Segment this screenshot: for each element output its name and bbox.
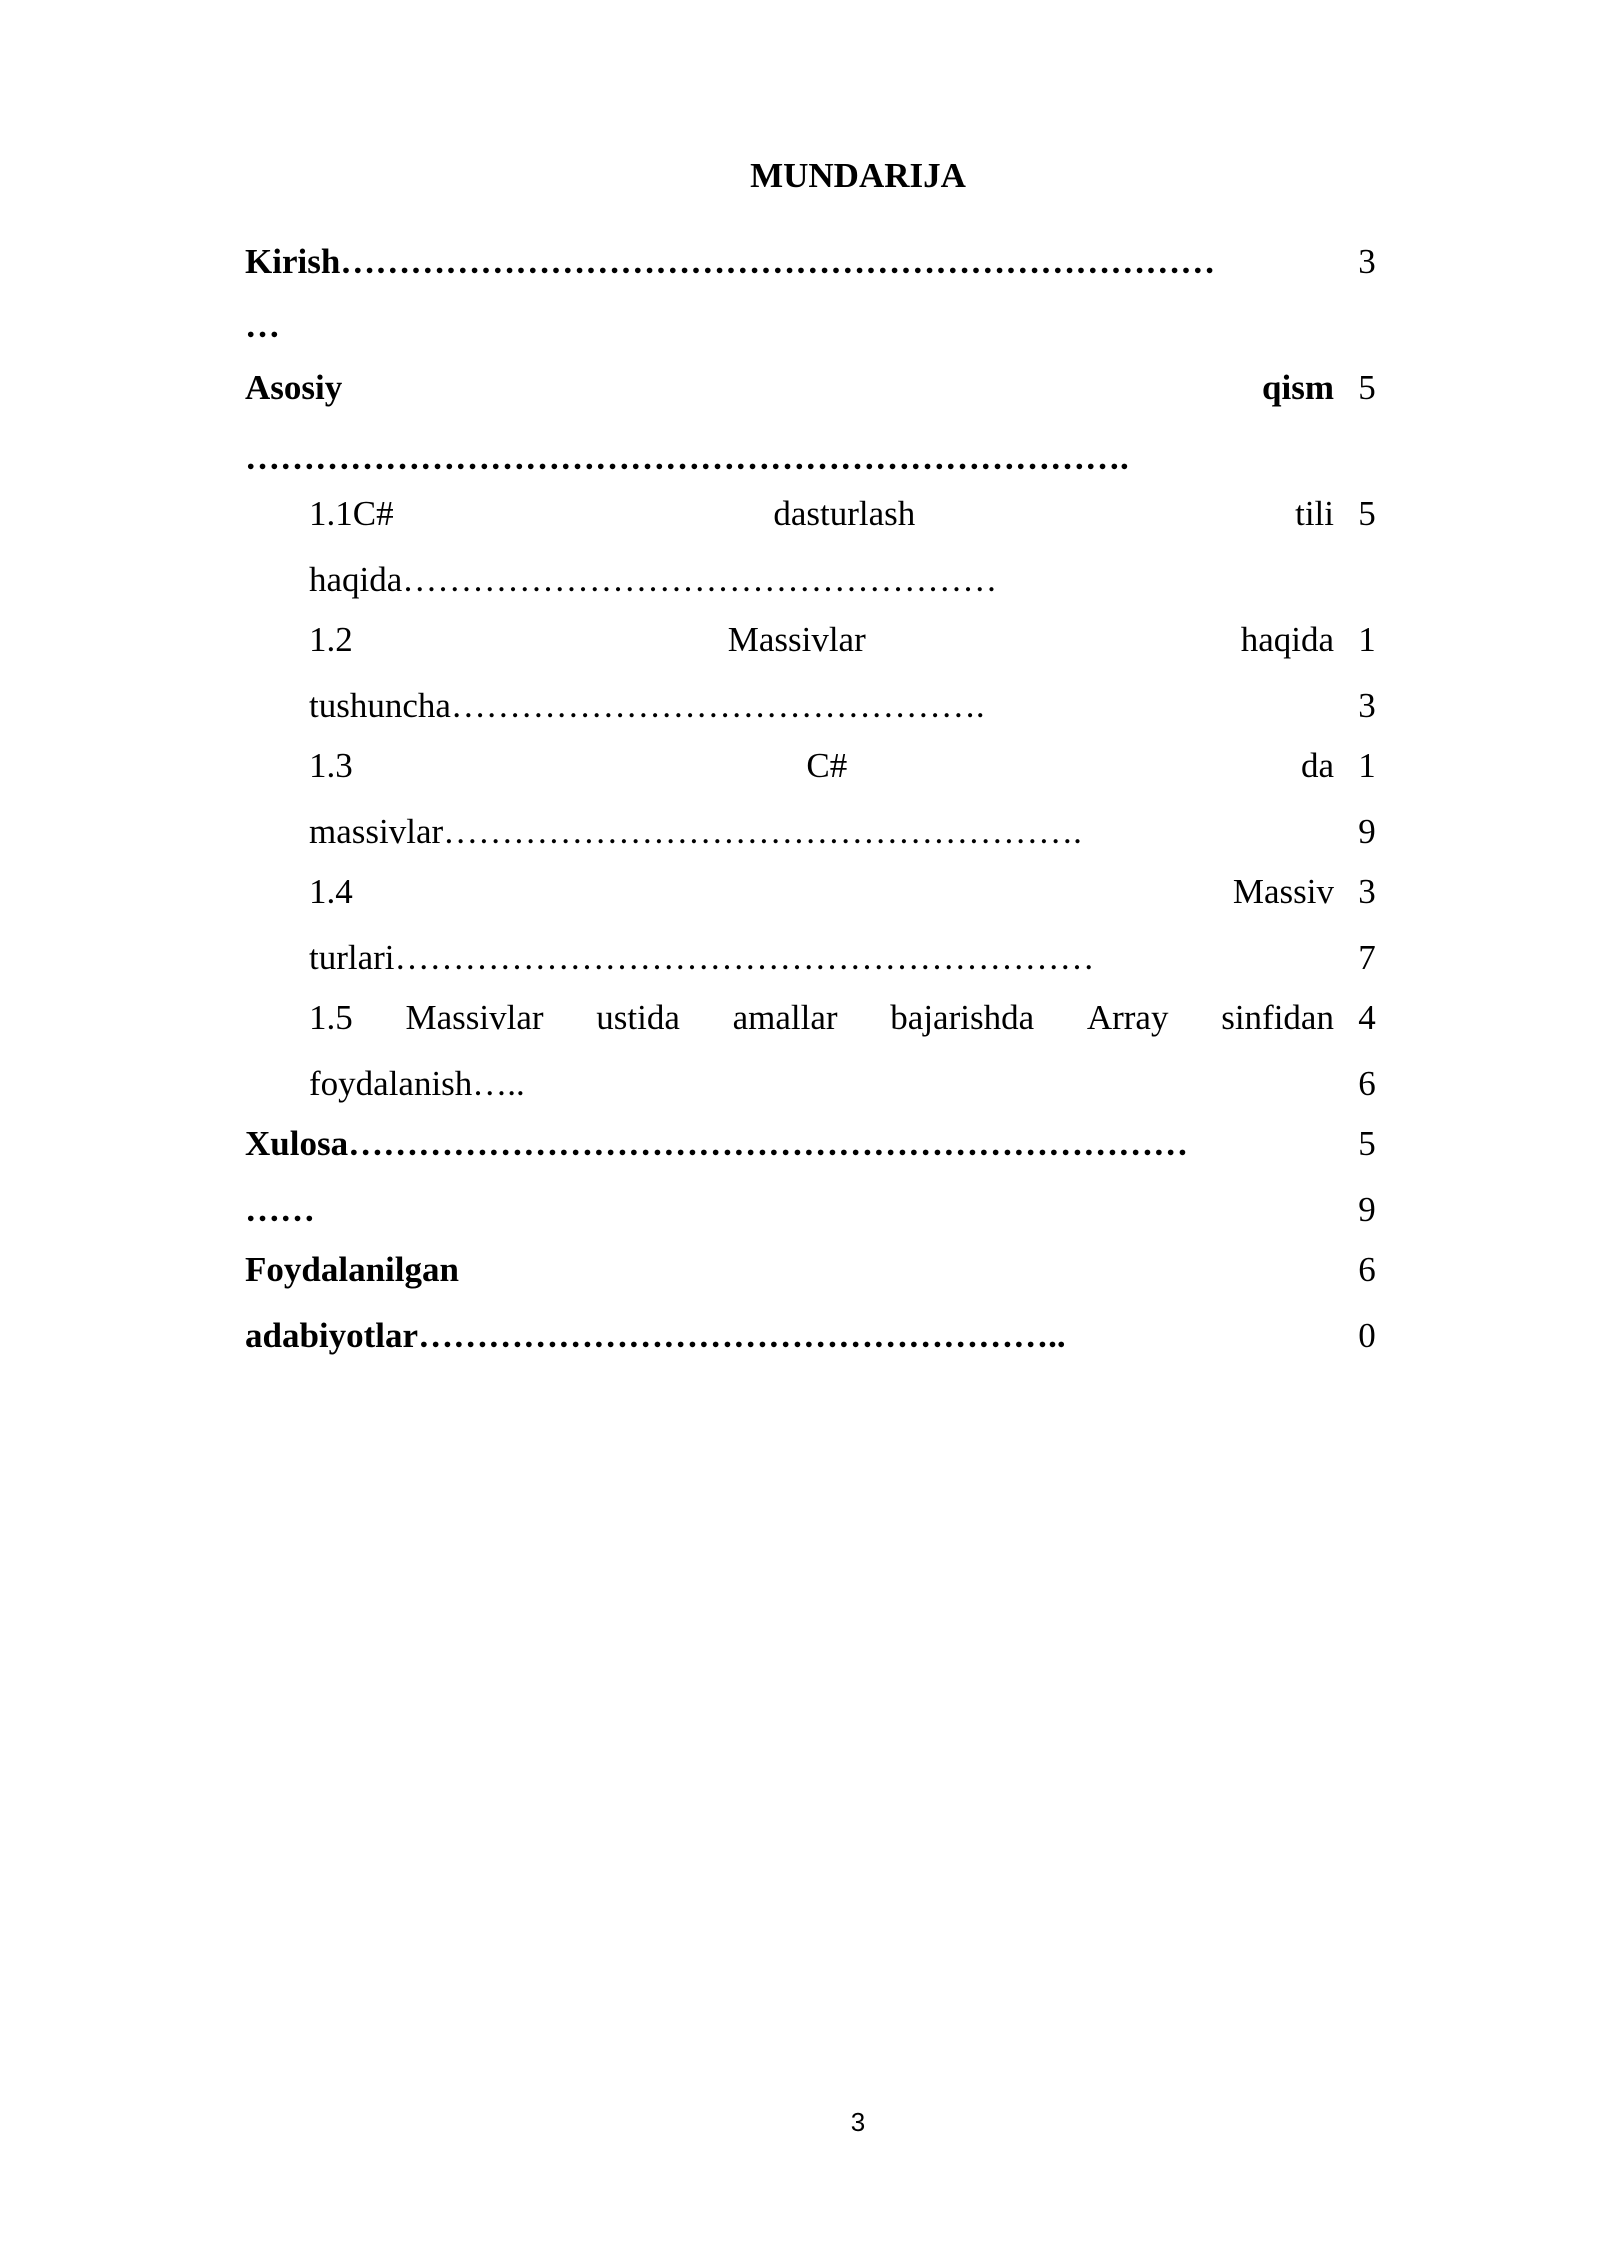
toc-entry-1-5 — [309, 992, 1334, 1044]
toc-word: 1.2 — [309, 620, 353, 659]
toc-page-adabiyotlar-second-digit: 0 — [1358, 1316, 1376, 1355]
toc-entry-1-4-continuation: turlari…………………………………………………… — [309, 938, 1095, 977]
toc-word: 1.3 — [309, 746, 353, 785]
toc-entry-adabiyotlar: Foydalanilgan — [245, 1250, 459, 1289]
toc-word: da — [1300, 746, 1334, 785]
toc-page-1-2-second-digit: 3 — [1358, 686, 1376, 725]
toc-page-1-3: 1 — [1358, 746, 1376, 785]
toc-entry-1-1-continuation: haqida…………………………………………… — [309, 560, 998, 599]
toc-entry-1-4 — [309, 866, 1334, 918]
toc-word: Array — [1086, 998, 1169, 1037]
toc-page-xulosa-second-digit: 9 — [1358, 1190, 1376, 1229]
toc-entry-1-2-continuation: tushuncha………………………………………. — [309, 686, 985, 725]
toc-page-kirish: 3 — [1358, 242, 1376, 281]
toc-word: Massiv — [1232, 872, 1334, 911]
toc-word: 1.1C# — [309, 494, 394, 533]
toc-page-1-4-second-digit: 7 — [1358, 938, 1376, 977]
page-title: MUNDARIJA — [750, 156, 966, 195]
toc-entry-asosiy-continuation: …………………………………………………………………. — [245, 438, 1129, 477]
toc-entry-1-3-continuation: massivlar………………………………………………. — [309, 812, 1082, 851]
toc-word: haqida — [1240, 620, 1334, 659]
page-number: 3 — [850, 2107, 866, 2137]
toc-word: sinfidan — [1221, 998, 1334, 1037]
toc-entry-xulosa-continuation: …… — [245, 1190, 315, 1229]
toc-word: Massivlar — [727, 620, 866, 659]
toc-entry-adabiyotlar-continuation: adabiyotlar……………………………………………….. — [245, 1316, 1066, 1355]
toc-word: bajarishda — [890, 998, 1035, 1037]
toc-word: C# — [806, 746, 848, 785]
toc-entry-1-5-continuation: foydalanish….. — [309, 1064, 525, 1103]
toc-page-1-3-second-digit: 9 — [1358, 812, 1376, 851]
toc-page-1-5: 4 — [1358, 998, 1376, 1037]
toc-entry-1-1 — [309, 488, 1334, 540]
toc-page-1-1: 5 — [1358, 494, 1376, 533]
toc-page-1-5-second-digit: 6 — [1358, 1064, 1376, 1103]
toc-entry-1-3 — [309, 740, 1334, 792]
toc-entry-asosiy-qism — [245, 362, 1334, 414]
toc-entry-xulosa: Xulosa……………………………………………………………… — [245, 1124, 1189, 1163]
toc-word: qism — [1262, 368, 1334, 407]
toc-page-xulosa: 5 — [1358, 1124, 1376, 1163]
toc-word: 1.4 — [309, 872, 353, 911]
toc-word: tili — [1295, 494, 1334, 533]
toc-word: ustida — [596, 998, 680, 1037]
toc-page-adabiyotlar: 6 — [1358, 1250, 1376, 1289]
toc-page-1-2: 1 — [1358, 620, 1376, 659]
toc-word: 1.5 — [309, 998, 353, 1037]
toc-page-asosiy-qism: 5 — [1358, 368, 1376, 407]
toc-word: Massivlar — [405, 998, 544, 1037]
toc-entry-1-2 — [309, 614, 1334, 666]
toc-word: amallar — [732, 998, 838, 1037]
toc-word: dasturlash — [773, 494, 916, 533]
toc-entry-kirish: Kirish………………………………………………………………… — [245, 242, 1216, 281]
toc-word: Asosiy — [245, 368, 343, 407]
toc-entry-kirish-continuation: … — [245, 306, 280, 345]
toc-page-1-4: 3 — [1358, 872, 1376, 911]
